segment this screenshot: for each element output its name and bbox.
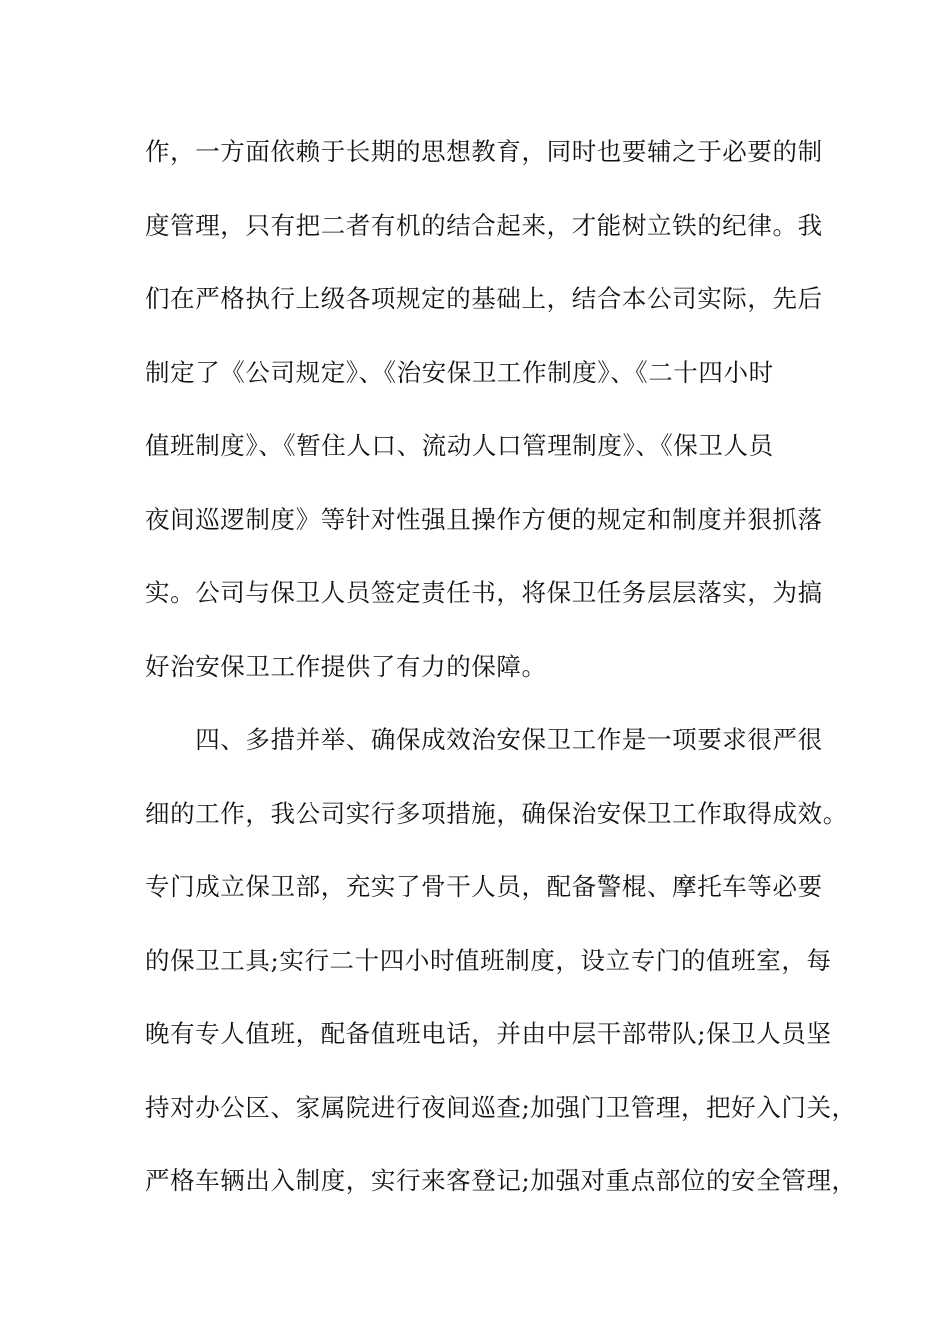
text-line: 的保卫工具;实行二十四小时值班制度，设立专门的值班室，每 [145, 945, 832, 975]
text-line: 们在严格执行上级各项规定的基础上，结合本公司实际，先后 [145, 284, 823, 313]
text-line: 持对办公区、家属院进行夜间巡查;加强门卫管理，把好入门关， [145, 1092, 857, 1122]
body-text [145, 128, 857, 1231]
text-line: 度管理，只有把二者有机的结合起来，才能树立铁的纪律。我 [145, 210, 823, 240]
text-line: 制定了《公司规定》、《治安保卫工作制度》、《二十四小时 [145, 357, 774, 387]
text-line: 夜间巡逻制度》等针对性强且操作方便的规定和制度并狠抓落 [145, 504, 823, 534]
text-line: 值班制度》、《暂住人口、流动人口管理制度》、《保卫人员 [145, 431, 774, 460]
section-heading-line: 四、多措并举、确保成效治安保卫工作是一项要求很严很 [145, 725, 823, 754]
text-line: 作，一方面依赖于长期的思想教育，同时也要辅之于必要的制 [145, 137, 823, 166]
text-line: 实。公司与保卫人员签定责任书，将保卫任务层层落实，为搞 [145, 578, 823, 607]
text-line: 细的工作，我公司实行多项措施，确保治安保卫工作取得成效。 [145, 798, 848, 828]
text-line: 好治安保卫工作提供了有力的保障。 [145, 651, 547, 681]
text-line: 严格车辆出入制度，实行来客登记;加强对重点部位的安全管理， [145, 1166, 857, 1195]
text-line: 晚有专人值班，配备值班电话，并由中层干部带队;保卫人员坚 [145, 1019, 832, 1048]
text-line: 专门成立保卫部，充实了骨干人员，配备警棍、摩托车等必要 [145, 872, 823, 901]
